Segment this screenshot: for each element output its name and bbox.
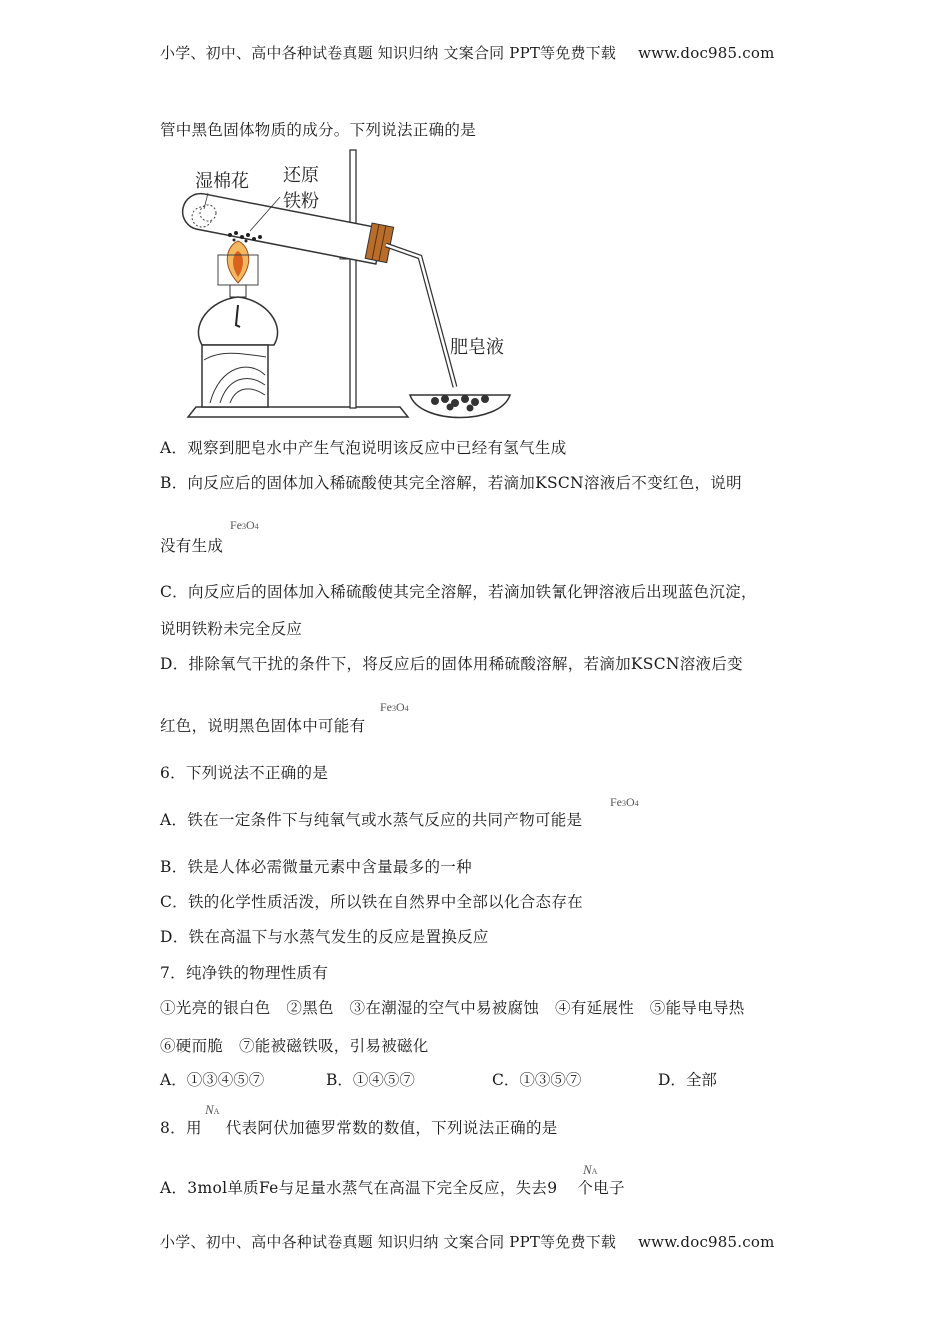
q8-option-a-pre: A．3mol单质Fe与足量水蒸气在高温下完全反应，失去9 — [160, 1179, 558, 1197]
q5-option-c-line1: C．向反应后的固体加入稀硫酸使其完全溶解，若滴加铁氰化钾溶液后出现蓝色沉淀， — [160, 583, 757, 601]
symbol-na: NA — [583, 1162, 598, 1177]
soap-dish — [410, 395, 510, 418]
q8-option-a-post: 个电子 — [577, 1179, 625, 1197]
flame — [227, 241, 248, 283]
q5-option-c-line2: 说明铁粉未完全反应 — [160, 620, 303, 638]
page-footer — [160, 1231, 775, 1252]
page-header — [160, 42, 775, 63]
header-text: 小学、初中、高中各种试卷真题 知识归纳 文案合同 PPT等免费下载 — [160, 44, 617, 62]
alcohol-lamp — [198, 285, 277, 345]
q5-option-b-text: 没有生成 — [160, 537, 224, 555]
q7-stem: 7．纯净铁的物理性质有 — [160, 964, 329, 982]
q6-option-b: B．铁是人体必需微量元素中含量最多的一种 — [160, 858, 472, 876]
stand-base — [188, 407, 408, 417]
q6-stem: 6．下列说法不正确的是 — [160, 764, 329, 782]
formula-fe3o4: Fe3O4 — [230, 518, 259, 532]
q7-option-a: A．①③④⑤⑦ — [160, 1071, 265, 1089]
header-site: www.doc985.com — [638, 44, 775, 62]
q8-stem-pre: 8．用 — [160, 1119, 202, 1137]
label-wet-cotton: 湿棉花 — [195, 171, 249, 192]
delivery-tube — [386, 245, 455, 387]
q7-items-line1: ①光亮的银白色 ②黑色 ③在潮湿的空气中易被腐蚀 ④有延展性 ⑤能导电导热 — [160, 999, 745, 1017]
q6-option-a: A．铁在一定条件下与纯氧气或水蒸气反应的共同产物可能是 — [160, 811, 583, 829]
q7-option-d: D．全部 — [658, 1071, 717, 1089]
q8-stem-post: 代表阿伏加德罗常数的数值，下列说法正确的是 — [225, 1119, 558, 1137]
intro-text: 管中黑色固体物质的成分。下列说法正确的是 — [160, 121, 477, 139]
q7-option-b: B．①④⑤⑦ — [326, 1071, 415, 1089]
q6-option-c: C．铁的化学性质活泼，所以铁在自然界中全部以化合态存在 — [160, 893, 583, 911]
q7-items-line2: ⑥硬而脆 ⑦能被磁铁吸，引易被磁化 — [160, 1037, 429, 1055]
label-soap-solution: 肥皂液 — [450, 337, 504, 358]
footer-text: 小学、初中、高中各种试卷真题 知识归纳 文案合同 PPT等免费下载 — [160, 1233, 617, 1251]
q6-option-d: D．铁在高温下与水蒸气发生的反应是置换反应 — [160, 928, 489, 946]
q5-option-a: A．观察到肥皂水中产生气泡说明该反应中已经有氢气生成 — [160, 439, 567, 457]
label-reduced-iron-1: 还原 — [283, 165, 319, 186]
footer-site: www.doc985.com — [638, 1233, 775, 1251]
formula-fe3o4: Fe3O4 — [380, 700, 409, 714]
symbol-na: NA — [205, 1102, 220, 1117]
q5-option-d-line2: 红色，说明黑色固体中可能有 — [160, 717, 366, 735]
wood-block — [202, 345, 268, 407]
q8-stem — [160, 1116, 558, 1138]
formula-fe3o4: Fe3O4 — [610, 795, 639, 809]
stand-rod — [350, 150, 356, 408]
q5-option-b-line2 — [160, 534, 223, 556]
q5-option-d-line1: D．排除氧气干扰的条件下，将反应后的固体用稀硫酸溶解，若滴加KSCN溶液后变 — [160, 655, 743, 673]
apparatus-figure — [180, 145, 600, 425]
label-reduced-iron-2: 铁粉 — [283, 191, 319, 212]
q8-option-a — [160, 1176, 625, 1198]
q5-option-b-line1: B．向反应后的固体加入稀硫酸使其完全溶解，若滴加KSCN溶液后不变红色，说明 — [160, 474, 742, 492]
q7-option-c: C．①③⑤⑦ — [492, 1071, 582, 1089]
